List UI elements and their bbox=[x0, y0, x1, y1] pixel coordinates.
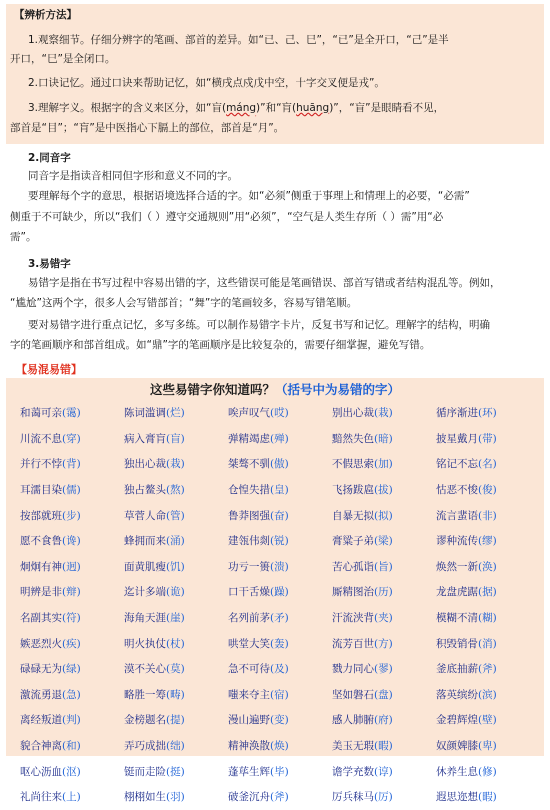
word-cell bbox=[436, 636, 540, 651]
word-cell bbox=[124, 405, 228, 420]
word-text: 离经叛道 bbox=[20, 714, 62, 727]
wrong-char: (背) bbox=[62, 458, 81, 471]
word-text: 釜底抽薪 bbox=[436, 663, 478, 676]
wrong-char: (宿) bbox=[270, 688, 289, 701]
wrong-char: (涌) bbox=[166, 535, 185, 548]
word-text: 川流不息 bbox=[20, 432, 62, 445]
wrong-char: (挺) bbox=[166, 765, 185, 778]
word-text: 谬种流传 bbox=[436, 535, 478, 548]
table-row bbox=[20, 400, 540, 426]
wrong-char: (饥) bbox=[166, 560, 185, 573]
word-text: 积毁销骨 bbox=[436, 637, 478, 650]
word-text: 循序渐进 bbox=[436, 407, 478, 420]
word-text: 炯炯有神 bbox=[20, 560, 62, 573]
wrong-char: (府) bbox=[374, 714, 393, 727]
wrong-char: (霭) bbox=[62, 407, 81, 420]
wrong-char: (加) bbox=[374, 458, 393, 471]
word-cell bbox=[436, 508, 540, 523]
word-text: 不假思索 bbox=[332, 458, 374, 471]
wrong-char: (杖) bbox=[166, 637, 185, 650]
pinyin-mang: máng bbox=[226, 102, 257, 114]
error-prone-line4: 字的笔画顺序和部首组成。如“鼎”字的笔画顺序是比较复杂的，需要仔细掌握，避免写错。 bbox=[10, 339, 431, 351]
word-cell bbox=[124, 559, 228, 574]
word-cell bbox=[228, 482, 332, 497]
word-text: 病入膏肓 bbox=[124, 432, 166, 445]
word-text: 飞扬跋扈 bbox=[332, 484, 374, 497]
word-text: 桀骜不驯 bbox=[228, 458, 270, 471]
word-text: 流言蜚语 bbox=[436, 509, 478, 522]
wrong-char: (暇) bbox=[478, 791, 497, 804]
word-text: 草菅人命 bbox=[124, 509, 166, 522]
word-text: 独出心裁 bbox=[124, 458, 166, 471]
word-text: 弹精竭虑 bbox=[228, 432, 270, 445]
word-cell bbox=[20, 712, 124, 727]
wrong-char: (符) bbox=[62, 612, 81, 625]
wrong-char: (俊) bbox=[478, 484, 497, 497]
wrong-char: (翏) bbox=[374, 663, 393, 676]
wrong-char: (历) bbox=[374, 586, 393, 599]
word-text: 厉兵秣马 bbox=[332, 791, 374, 804]
table-title-sub: （括号中为易错的字） bbox=[275, 382, 401, 397]
word-cell bbox=[20, 456, 124, 471]
wrong-char: (栽) bbox=[374, 407, 393, 420]
word-cell bbox=[20, 533, 124, 548]
wrong-char: (判) bbox=[62, 714, 81, 727]
word-text: 耳濡目染 bbox=[20, 484, 62, 497]
word-text: 仓惶失措 bbox=[228, 484, 270, 497]
wrong-char: (栽) bbox=[166, 458, 185, 471]
word-text: 急不可待 bbox=[228, 663, 270, 676]
wrong-char: (急) bbox=[62, 688, 81, 701]
method3-text-a: 3.理解字义。根据字的含义来区分，如“盲( bbox=[28, 102, 227, 114]
wrong-char: (疾) bbox=[62, 637, 81, 650]
word-cell bbox=[332, 636, 436, 651]
word-cell bbox=[436, 610, 540, 625]
wrong-char: (奋) bbox=[270, 509, 289, 522]
wrong-char: (崖) bbox=[166, 612, 185, 625]
word-text: 流芳百世 bbox=[332, 637, 374, 650]
word-cell bbox=[20, 738, 124, 753]
wrong-char: (焕) bbox=[270, 740, 289, 753]
word-cell bbox=[436, 789, 540, 804]
error-prone-line2: “尴尬”这两个字，很多人会写错部首；“舞”字的笔画较多，容易写错笔顺。 bbox=[10, 297, 358, 309]
wrong-char: (消) bbox=[478, 637, 497, 650]
wrong-char: (殚) bbox=[270, 432, 289, 445]
wrong-char: (沤) bbox=[62, 765, 81, 778]
wrong-char: (迥) bbox=[62, 560, 81, 573]
word-cell bbox=[20, 764, 124, 779]
word-text: 汗流浃背 bbox=[332, 612, 374, 625]
word-cell bbox=[332, 559, 436, 574]
word-cell bbox=[124, 661, 228, 676]
word-cell bbox=[436, 456, 540, 471]
homophone-line4: 需”。 bbox=[10, 231, 37, 243]
word-text: 蜂拥而来 bbox=[124, 535, 166, 548]
table-row bbox=[20, 707, 540, 733]
wrong-char: (锐) bbox=[270, 535, 289, 548]
table-row bbox=[20, 630, 540, 656]
word-text: 海角天涯 bbox=[124, 612, 166, 625]
table-row bbox=[20, 451, 540, 477]
word-text: 破釜沉舟 bbox=[228, 791, 270, 804]
word-cell bbox=[228, 508, 332, 523]
word-text: 功亏一篑 bbox=[228, 560, 270, 573]
wrong-char: (羽) bbox=[166, 791, 185, 804]
word-cell bbox=[436, 712, 540, 727]
wrong-char: (梁) bbox=[374, 535, 393, 548]
wrong-char: (缪) bbox=[478, 535, 497, 548]
wrong-char: (据) bbox=[478, 586, 497, 599]
homophone-line2: 要理解每个字的意思，根据语境选择合适的字。如“必须”侧重于事理上和情理上的必要，“必需” bbox=[28, 190, 470, 202]
word-cell bbox=[20, 687, 124, 702]
word-cell bbox=[124, 764, 228, 779]
word-text: 漠不关心 bbox=[124, 663, 166, 676]
word-cell bbox=[228, 738, 332, 753]
table-row bbox=[20, 502, 540, 528]
word-text: 明火执仗 bbox=[124, 637, 166, 650]
word-text: 唉声叹气 bbox=[228, 407, 270, 420]
word-text: 披星戴月 bbox=[436, 432, 478, 445]
word-cell bbox=[124, 687, 228, 702]
word-cell bbox=[436, 687, 540, 702]
word-text: 遐思迩想 bbox=[436, 791, 478, 804]
wrong-char: (名) bbox=[478, 458, 497, 471]
wrong-char: (矛) bbox=[270, 612, 289, 625]
wrong-char: (莫) bbox=[166, 663, 185, 676]
wrong-char: (上) bbox=[62, 791, 81, 804]
word-cell bbox=[332, 456, 436, 471]
word-cell bbox=[124, 431, 228, 446]
section-label: 【易混易错】 bbox=[16, 363, 82, 376]
word-cell bbox=[124, 456, 228, 471]
word-text: 奴颜婢膝 bbox=[436, 740, 478, 753]
wrong-char: (步) bbox=[62, 509, 81, 522]
word-cell bbox=[436, 764, 540, 779]
word-text: 貌合神离 bbox=[20, 740, 62, 753]
homophone-line3: 侧重于不可缺少，所以“我们（ ）遵守交通规则”用“必须”，“空气是人类生存所（ ）需”用“必 bbox=[10, 211, 444, 223]
word-cell bbox=[332, 687, 436, 702]
word-text: 谵学充数 bbox=[332, 765, 374, 778]
wrong-char: (暇) bbox=[374, 740, 393, 753]
word-cell bbox=[228, 431, 332, 446]
word-text: 名列前茅 bbox=[228, 612, 270, 625]
word-text: 厮精图治 bbox=[332, 586, 374, 599]
word-text: 建瓴伟剡 bbox=[228, 535, 270, 548]
word-text: 哄堂大笑 bbox=[228, 637, 270, 650]
table-row bbox=[20, 784, 540, 810]
word-cell bbox=[228, 456, 332, 471]
error-word-table bbox=[6, 378, 544, 804]
wrong-char: (哎) bbox=[270, 407, 289, 420]
wrong-char: (诡) bbox=[166, 586, 185, 599]
wrong-char: (熬) bbox=[166, 484, 185, 497]
method3-line1 bbox=[28, 101, 444, 115]
wrong-char: (毕) bbox=[270, 765, 289, 778]
wrong-char: (变) bbox=[270, 714, 289, 727]
wrong-char: (儒) bbox=[62, 484, 81, 497]
table-row bbox=[20, 528, 540, 554]
word-cell bbox=[124, 584, 228, 599]
wrong-char: (壁) bbox=[478, 714, 497, 727]
word-text: 愿不食鲁 bbox=[20, 535, 62, 548]
word-text: 金榜题名 bbox=[124, 714, 166, 727]
wrong-char: (畴) bbox=[166, 688, 185, 701]
word-text: 怙恶不悛 bbox=[436, 484, 478, 497]
word-cell bbox=[20, 610, 124, 625]
word-cell bbox=[124, 482, 228, 497]
word-text: 苦心孤诣 bbox=[332, 560, 374, 573]
word-text: 休养生息 bbox=[436, 765, 478, 778]
word-text: 独占鳌头 bbox=[124, 484, 166, 497]
table-row bbox=[20, 579, 540, 605]
word-cell bbox=[332, 431, 436, 446]
word-text: 按部就班 bbox=[20, 509, 62, 522]
word-cell bbox=[332, 789, 436, 804]
wrong-char: (绌) bbox=[166, 740, 185, 753]
wrong-char: (盘) bbox=[374, 688, 393, 701]
word-cell bbox=[228, 661, 332, 676]
error-prone-line1: 易错字是指在书写过程中容易出错的字，这些错误可能是笔画错误、部首写错或者结构混乱等。例如， bbox=[28, 277, 501, 289]
wrong-char: (滨) bbox=[478, 688, 497, 701]
wrong-char: (修) bbox=[478, 765, 497, 778]
wrong-char: (辩) bbox=[62, 586, 81, 599]
word-text: 弄巧成拙 bbox=[124, 740, 166, 753]
word-text: 坚如磐石 bbox=[332, 688, 374, 701]
word-text: 焕然一新 bbox=[436, 560, 478, 573]
word-cell bbox=[228, 789, 332, 804]
word-cell bbox=[228, 610, 332, 625]
word-text: 嗤来夺主 bbox=[228, 688, 270, 701]
word-text: 别出心裁 bbox=[332, 407, 374, 420]
word-text: 鲁莽图强 bbox=[228, 509, 270, 522]
word-cell bbox=[124, 738, 228, 753]
word-text: 明辨是非 bbox=[20, 586, 62, 599]
error-prone-line3: 要对易错字进行重点记忆，多写多练。可以制作易错字卡片，反复书写和记忆。理解字的结构，明确 bbox=[28, 319, 490, 331]
word-cell bbox=[228, 559, 332, 574]
wrong-char: (方) bbox=[374, 637, 393, 650]
word-cell bbox=[228, 712, 332, 727]
word-text: 并行不悖 bbox=[20, 458, 62, 471]
wrong-char: (和) bbox=[62, 740, 81, 753]
word-cell bbox=[228, 584, 332, 599]
method3-text-c: )”，“盲”是眼睛看不见， bbox=[329, 102, 445, 114]
word-cell bbox=[124, 508, 228, 523]
word-cell bbox=[332, 533, 436, 548]
word-text: 略胜一筹 bbox=[124, 688, 166, 701]
wrong-char: (拟) bbox=[374, 509, 393, 522]
word-text: 铤而走险 bbox=[124, 765, 166, 778]
wrong-char: (非) bbox=[478, 509, 497, 522]
word-cell bbox=[332, 764, 436, 779]
wrong-char: (管) bbox=[166, 509, 185, 522]
wrong-char: (盲) bbox=[166, 432, 185, 445]
method1-line2: 开口，“巳”是全闭口。 bbox=[10, 53, 116, 65]
word-text: 精神涣散 bbox=[228, 740, 270, 753]
wrong-char: (穿) bbox=[62, 432, 81, 445]
word-cell bbox=[124, 636, 228, 651]
wrong-char: (暗) bbox=[374, 432, 393, 445]
word-cell bbox=[436, 738, 540, 753]
word-text: 美玉无瑕 bbox=[332, 740, 374, 753]
word-cell bbox=[20, 508, 124, 523]
word-text: 感人肺腑 bbox=[332, 714, 374, 727]
word-text: 名副其实 bbox=[20, 612, 62, 625]
methods-heading: 【辨析方法】 bbox=[14, 9, 77, 21]
word-cell bbox=[124, 610, 228, 625]
table-row bbox=[20, 733, 540, 759]
word-cell bbox=[228, 764, 332, 779]
wrong-char: (环) bbox=[478, 407, 497, 420]
table-row bbox=[20, 477, 540, 503]
wrong-char: (带) bbox=[478, 432, 497, 445]
pinyin-huang: huāng bbox=[296, 102, 330, 114]
word-text: 迄计多端 bbox=[124, 586, 166, 599]
table-row bbox=[20, 554, 540, 580]
table-row bbox=[20, 758, 540, 784]
wrong-char: (谆) bbox=[374, 765, 393, 778]
wrong-char: (谗) bbox=[62, 535, 81, 548]
word-cell bbox=[20, 405, 124, 420]
word-text: 龙盘虎踞 bbox=[436, 586, 478, 599]
word-text: 蓬荜生辉 bbox=[228, 765, 270, 778]
wrong-char: (及) bbox=[270, 663, 289, 676]
word-cell bbox=[20, 431, 124, 446]
table-title bbox=[6, 380, 544, 398]
table-title-main: 这些易错字你知道吗？ bbox=[149, 382, 275, 397]
word-text: 膏粱子弟 bbox=[332, 535, 374, 548]
word-cell bbox=[332, 610, 436, 625]
word-cell bbox=[332, 482, 436, 497]
word-cell bbox=[332, 405, 436, 420]
word-text: 碌碌无为 bbox=[20, 663, 62, 676]
word-cell bbox=[124, 533, 228, 548]
word-text: 礼尚往来 bbox=[20, 791, 62, 804]
wrong-char: (厉) bbox=[374, 791, 393, 804]
wrong-char: (旨) bbox=[374, 560, 393, 573]
wrong-char: (皇) bbox=[270, 484, 289, 497]
word-cell bbox=[228, 405, 332, 420]
wrong-char: (卑) bbox=[478, 740, 497, 753]
method3-text-b: )”和“肓( bbox=[256, 102, 297, 114]
wrong-char: (提) bbox=[166, 714, 185, 727]
wrong-char: (斧) bbox=[478, 663, 497, 676]
wrong-char: (轰) bbox=[270, 637, 289, 650]
word-text: 陈词滥调 bbox=[124, 407, 166, 420]
word-text: 模糊不清 bbox=[436, 612, 478, 625]
wrong-char: (涣) bbox=[478, 560, 497, 573]
table-row bbox=[20, 605, 540, 631]
word-text: 面黄肌瘦 bbox=[124, 560, 166, 573]
word-text: 嫉恶烈火 bbox=[20, 637, 62, 650]
word-cell bbox=[228, 687, 332, 702]
table-row bbox=[20, 426, 540, 452]
wrong-char: (夹) bbox=[374, 612, 393, 625]
word-text: 金碧辉煌 bbox=[436, 714, 478, 727]
word-cell bbox=[20, 661, 124, 676]
word-text: 自暴无拟 bbox=[332, 509, 374, 522]
word-cell bbox=[124, 712, 228, 727]
wrong-char: (斧) bbox=[270, 791, 289, 804]
word-text: 铭记不忘 bbox=[436, 458, 478, 471]
word-text: 黯然失色 bbox=[332, 432, 374, 445]
word-cell bbox=[436, 559, 540, 574]
word-cell bbox=[436, 661, 540, 676]
error-prone-heading: 3.易错字 bbox=[28, 258, 71, 270]
word-text: 呕心沥血 bbox=[20, 765, 62, 778]
word-cell bbox=[332, 584, 436, 599]
word-cell bbox=[20, 636, 124, 651]
homophone-line1: 同音字是指读音相同但字形和意义不同的字。 bbox=[28, 170, 238, 182]
word-cell bbox=[332, 712, 436, 727]
word-cell bbox=[20, 482, 124, 497]
wrong-char: (绿) bbox=[62, 663, 81, 676]
word-cell bbox=[20, 584, 124, 599]
word-text: 漫山遍野 bbox=[228, 714, 270, 727]
word-grid bbox=[20, 400, 540, 810]
word-cell bbox=[228, 533, 332, 548]
word-cell bbox=[20, 789, 124, 804]
word-cell bbox=[436, 584, 540, 599]
method1-line1: 1.观察细节。仔细分辨字的笔画、部首的差异。如“已、己、巳”，“已”是全开口，“己”是半 bbox=[28, 34, 449, 46]
method3-line2: 部首是“目”；“肓”是中医指心下膈上的部位，部首是“月”。 bbox=[10, 122, 285, 134]
word-cell bbox=[332, 661, 436, 676]
word-cell bbox=[124, 789, 228, 804]
word-text: 激流勇退 bbox=[20, 688, 62, 701]
wrong-char: (溃) bbox=[270, 560, 289, 573]
table-row bbox=[20, 656, 540, 682]
wrong-char: (拔) bbox=[374, 484, 393, 497]
word-text: 口干舌燥 bbox=[228, 586, 270, 599]
homophone-heading: 2.同音字 bbox=[28, 152, 71, 164]
word-cell bbox=[332, 738, 436, 753]
word-text: 落英缤纷 bbox=[436, 688, 478, 701]
wrong-char: (烂) bbox=[166, 407, 185, 420]
word-text: 和蔼可亲 bbox=[20, 407, 62, 420]
method2-text: 2.口诀记忆。通过口诀来帮助记忆，如“横戌点戍戊中空，十字交叉便是戎”。 bbox=[28, 77, 385, 89]
word-text: 栩栩如生 bbox=[124, 791, 166, 804]
wrong-char: (糊) bbox=[478, 612, 497, 625]
wrong-char: (躁) bbox=[270, 586, 289, 599]
word-cell bbox=[436, 482, 540, 497]
table-row bbox=[20, 682, 540, 708]
wrong-char: (傲) bbox=[270, 458, 289, 471]
word-cell bbox=[228, 636, 332, 651]
word-text: 戮力同心 bbox=[332, 663, 374, 676]
word-cell bbox=[436, 431, 540, 446]
word-cell bbox=[332, 508, 436, 523]
word-cell bbox=[436, 405, 540, 420]
word-cell bbox=[20, 559, 124, 574]
word-cell bbox=[436, 533, 540, 548]
